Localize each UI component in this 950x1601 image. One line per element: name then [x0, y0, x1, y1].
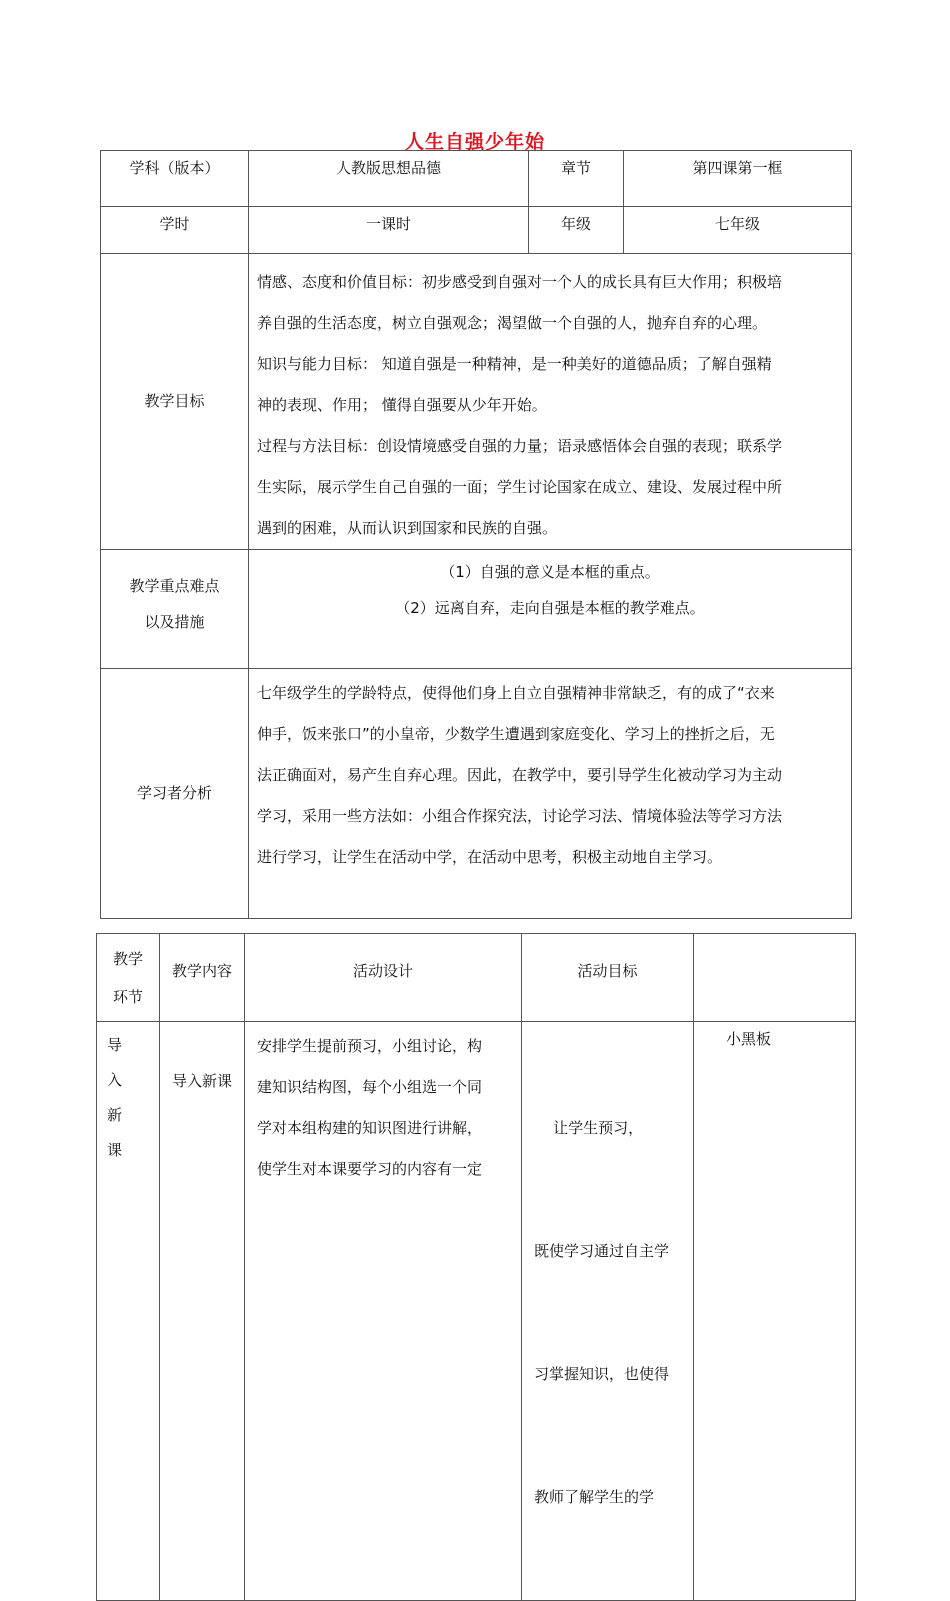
- keypoints-label: [101, 550, 249, 669]
- goals-content: [249, 254, 852, 550]
- teaching-plan-table: [96, 933, 856, 1601]
- keypoints-label-line: 以及措施: [144, 613, 205, 631]
- keypoint-item: （2）远离自弃，走向自强是本框的教学难点。: [395, 599, 705, 617]
- activity-line: 使学生对本课要学习的内容有一定: [257, 1160, 483, 1178]
- grade-value: 七年级: [624, 207, 852, 254]
- goals-line: 生实际，展示学生自己自强的一面；学生讨论国家在成立、建设、发展过程中所: [257, 478, 783, 496]
- hours-label: 学时: [101, 207, 249, 254]
- stage-char: 新: [107, 1106, 123, 1124]
- keypoints-label-line: 教学重点难点: [129, 577, 220, 595]
- goals-line: 知识与能力目标： 知道自强是一种精神，是一种美好的道德品质；了解自强精: [257, 355, 772, 373]
- keypoint-item: （1）自强的意义是本框的重点。: [440, 563, 660, 581]
- stage-char: 入: [107, 1071, 123, 1089]
- stage-char: 导: [107, 1036, 123, 1054]
- learner-line: 七年级学生的学龄特点，使得他们身上自立自强精神非常缺乏，有的成了“衣来: [257, 684, 775, 702]
- header-extra: [694, 934, 856, 1022]
- goal-line: 既使学习通过自主学: [534, 1242, 670, 1260]
- learner-line: 学习，采用一些方法如：小组合作探究法，讨论学习法、情境体验法等学习方法: [257, 807, 783, 825]
- learner-content: [249, 669, 852, 919]
- learner-label: 学习者分析: [101, 669, 249, 919]
- content-cell: 导入新课: [160, 1022, 245, 1601]
- lesson-info-table: [100, 150, 852, 919]
- learner-line: 进行学习，让学生在活动中学，在活动中思考，积极主动地自主学习。: [257, 848, 723, 866]
- grade-label: 年级: [529, 207, 624, 254]
- header-stage-line: 教学: [112, 950, 143, 968]
- header-goal: 活动目标: [522, 934, 694, 1022]
- goals-line: 养自强的生活态度，树立自强观念；渴望做一个自强的人，抛弃自弃的心理。: [257, 314, 768, 332]
- chapter-label: 章节: [529, 151, 624, 207]
- header-stage: [97, 934, 160, 1022]
- extra-cell: 小黑板: [694, 1022, 856, 1601]
- goals-line: 过程与方法目标：创设情境感受自强的力量；语录感悟体会自强的表现；联系学: [257, 437, 783, 455]
- learner-line: 法正确面对，易产生自弃心理。因此，在教学中，要引导学生化被动学习为主动: [257, 766, 783, 784]
- activity-line: 学对本组构建的知识图进行讲解，: [257, 1119, 483, 1137]
- header-activity: 活动设计: [245, 934, 522, 1022]
- header-content: 教学内容: [160, 934, 245, 1022]
- learner-line: 伸手，饭来张口”的小皇帝，少数学生遭遇到家庭变化、学习上的挫折之后，无: [257, 725, 775, 743]
- document-title: 人生自强少年始: [404, 131, 545, 153]
- chapter-value: 第四课第一框: [624, 151, 852, 207]
- activity-line: 安排学生提前预习，小组讨论，构: [257, 1037, 483, 1055]
- stage-char: 课: [107, 1141, 123, 1159]
- subject-value: 人教版思想品德: [249, 151, 529, 207]
- goals-label: 教学目标: [101, 254, 249, 550]
- goal-line: 教师了解学生的学: [534, 1488, 655, 1506]
- goals-line: 遇到的困难，从而认识到国家和民族的自强。: [257, 519, 558, 537]
- activity-cell: [245, 1022, 522, 1601]
- goals-line: 情感、态度和价值目标：初步感受到自强对一个人的成长具有巨大作用；积极培: [257, 273, 783, 291]
- header-stage-line: 环节: [112, 988, 143, 1006]
- activity-line: 建知识结构图，每个小组选一个同: [257, 1078, 483, 1096]
- goal-line: 让学生预习，: [534, 1119, 644, 1137]
- goal-line: 习掌握知识，也使得: [534, 1365, 670, 1383]
- subject-label: 学科（版本）: [101, 151, 249, 207]
- stage-cell: [97, 1022, 160, 1601]
- goal-cell: [522, 1022, 694, 1601]
- goals-line: 神的表现、作用； 懂得自强要从少年开始。: [257, 396, 547, 414]
- hours-value: 一课时: [249, 207, 529, 254]
- keypoints-content: [249, 550, 852, 669]
